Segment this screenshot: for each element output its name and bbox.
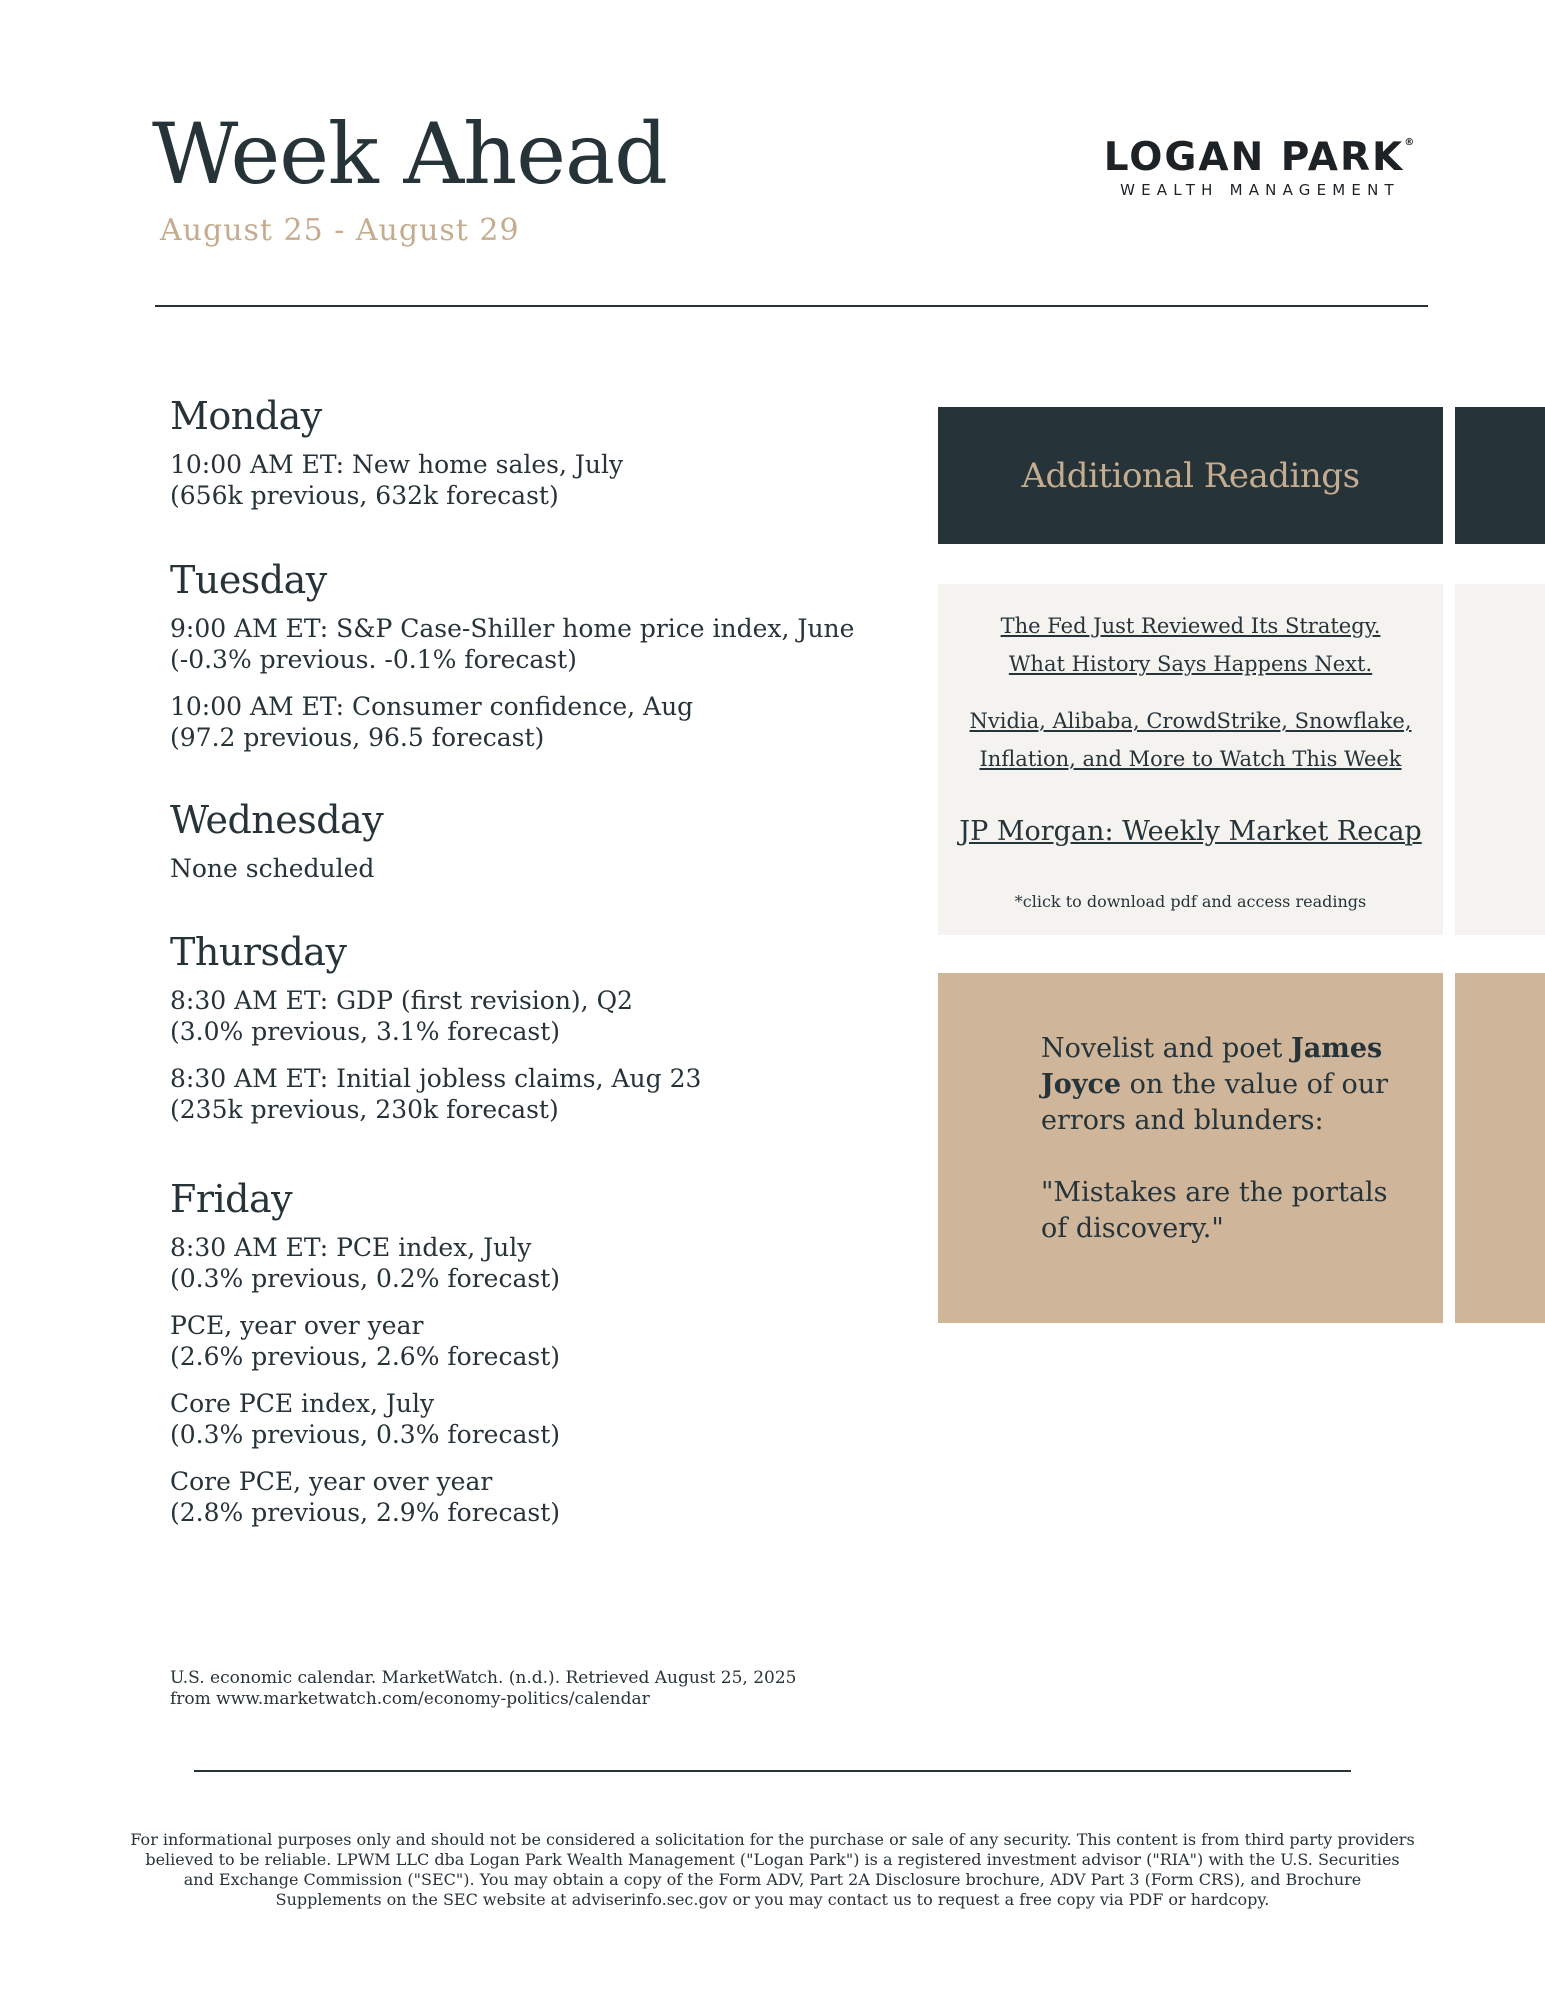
event-item: [170, 449, 890, 511]
event-item: [170, 613, 890, 675]
day-friday: [170, 1176, 890, 1544]
event-title: Core PCE index, July: [170, 1389, 435, 1418]
link-line: What History Says Happens Next.: [1008, 652, 1373, 676]
registered-mark-icon: ®: [1404, 137, 1417, 148]
event-item: [170, 1232, 890, 1294]
page-title: Week Ahead: [152, 105, 667, 203]
quote-author: James Joyce: [1041, 1033, 1383, 1100]
quote-text: [1041, 1031, 1421, 1247]
event-title: Core PCE, year over year: [170, 1467, 493, 1496]
event-values: (2.8% previous, 2.9% forecast): [170, 1498, 561, 1527]
logan-park-logo: [1100, 135, 1420, 199]
readings-header: [938, 407, 1443, 544]
event-values: (-0.3% previous. -0.1% forecast): [170, 645, 577, 674]
event-item: [170, 691, 890, 753]
day-heading: Thursday: [170, 930, 347, 974]
event-item: [170, 1466, 890, 1528]
event-item: [170, 1310, 890, 1372]
event-values: (235k previous, 230k forecast): [170, 1095, 559, 1124]
event-item: [170, 1388, 890, 1450]
event-title: PCE, year over year: [170, 1311, 424, 1340]
event-values: (0.3% previous, 0.2% forecast): [170, 1264, 561, 1293]
footer-divider: [194, 1770, 1351, 1772]
event-values: (2.6% previous, 2.6% forecast): [170, 1342, 561, 1371]
event-title: 8:30 AM ET: GDP (first revision), Q2: [170, 986, 633, 1015]
header-divider: [155, 305, 1428, 307]
date-range: August 25 - August 29: [160, 213, 520, 248]
event-item: [170, 853, 890, 884]
link-line: Inflation, and More to Watch This Week: [979, 747, 1402, 771]
event-item: [170, 985, 890, 1047]
citation-line: U.S. economic calendar. MarketWatch. (n.d.). Retrieved August 25, 2025: [170, 1668, 797, 1688]
quote-body: "Mistakes are the portals of discovery.": [1041, 1177, 1388, 1244]
day-heading: Monday: [170, 394, 322, 438]
quote-intro: Novelist and poet: [1041, 1033, 1291, 1064]
quote-context: on the value of our errors and blunders:: [1041, 1069, 1389, 1136]
day-tuesday: [170, 557, 890, 769]
event-title: 8:30 AM ET: Initial jobless claims, Aug 23: [170, 1064, 702, 1093]
decorative-stripe: [1455, 407, 1545, 544]
day-heading: Tuesday: [170, 558, 327, 602]
event-title: None scheduled: [170, 854, 375, 883]
logo-name: LOGAN PARK: [1103, 135, 1405, 180]
source-citation: [170, 1668, 797, 1710]
day-heading: Friday: [170, 1177, 293, 1221]
event-values: (0.3% previous, 0.3% forecast): [170, 1420, 561, 1449]
event-title: 9:00 AM ET: S&P Case-Shiller home price index, June: [170, 614, 855, 643]
readings-panel: [938, 584, 1443, 935]
reading-link-watch-this-week[interactable]: [938, 702, 1443, 778]
day-heading: Wednesday: [170, 798, 384, 842]
logo-subtitle: WEALTH MANAGEMENT: [1120, 181, 1400, 199]
event-values: (97.2 previous, 96.5 forecast): [170, 723, 545, 752]
day-wednesday: [170, 797, 890, 900]
link-line: Nvidia, Alibaba, CrowdStrike, Snowflake,: [969, 709, 1412, 733]
event-values: (656k previous, 632k forecast): [170, 481, 559, 510]
decorative-stripe: [1455, 973, 1545, 1323]
event-values: (3.0% previous, 3.1% forecast): [170, 1017, 561, 1046]
link-line: The Fed Just Reviewed Its Strategy.: [1000, 614, 1381, 638]
decorative-stripe: [1455, 584, 1545, 935]
event-item: [170, 1063, 890, 1125]
citation-line: from www.marketwatch.com/economy-politics/calendar: [170, 1689, 650, 1709]
reading-link-fed-strategy[interactable]: [938, 607, 1443, 683]
event-title: 10:00 AM ET: New home sales, July: [170, 450, 624, 479]
day-monday: [170, 393, 890, 527]
readings-title: Additional Readings: [1021, 455, 1360, 496]
day-thursday: [170, 929, 890, 1141]
reading-link-jp-morgan-recap[interactable]: JP Morgan: Weekly Market Recap: [959, 816, 1422, 847]
quote-box: [938, 973, 1443, 1323]
download-note: *click to download pdf and access readings: [1014, 892, 1367, 911]
disclaimer: For informational purposes only and should not be considered a solicitation for the purchase or sale of any security. This content is from third party providers believed to be reliable. LPWM LLC dba Logan Park Wealth Management ("Logan Park") is a registered investment advisor ("RIA") with the U.S. Securities and Exchange Commission ("SEC"). You may obtain a copy of the Form ADV, Part 2A Disclosure brochure, ADV Part 3 (Form CRS), and Brochure Supplements on the SEC website at adviserinfo.sec.gov or you may contact us to request a free copy via PDF or hardcopy.: [130, 1830, 1415, 1909]
event-title: 8:30 AM ET: PCE index, July: [170, 1233, 532, 1262]
event-title: 10:00 AM ET: Consumer confidence, Aug: [170, 692, 694, 721]
